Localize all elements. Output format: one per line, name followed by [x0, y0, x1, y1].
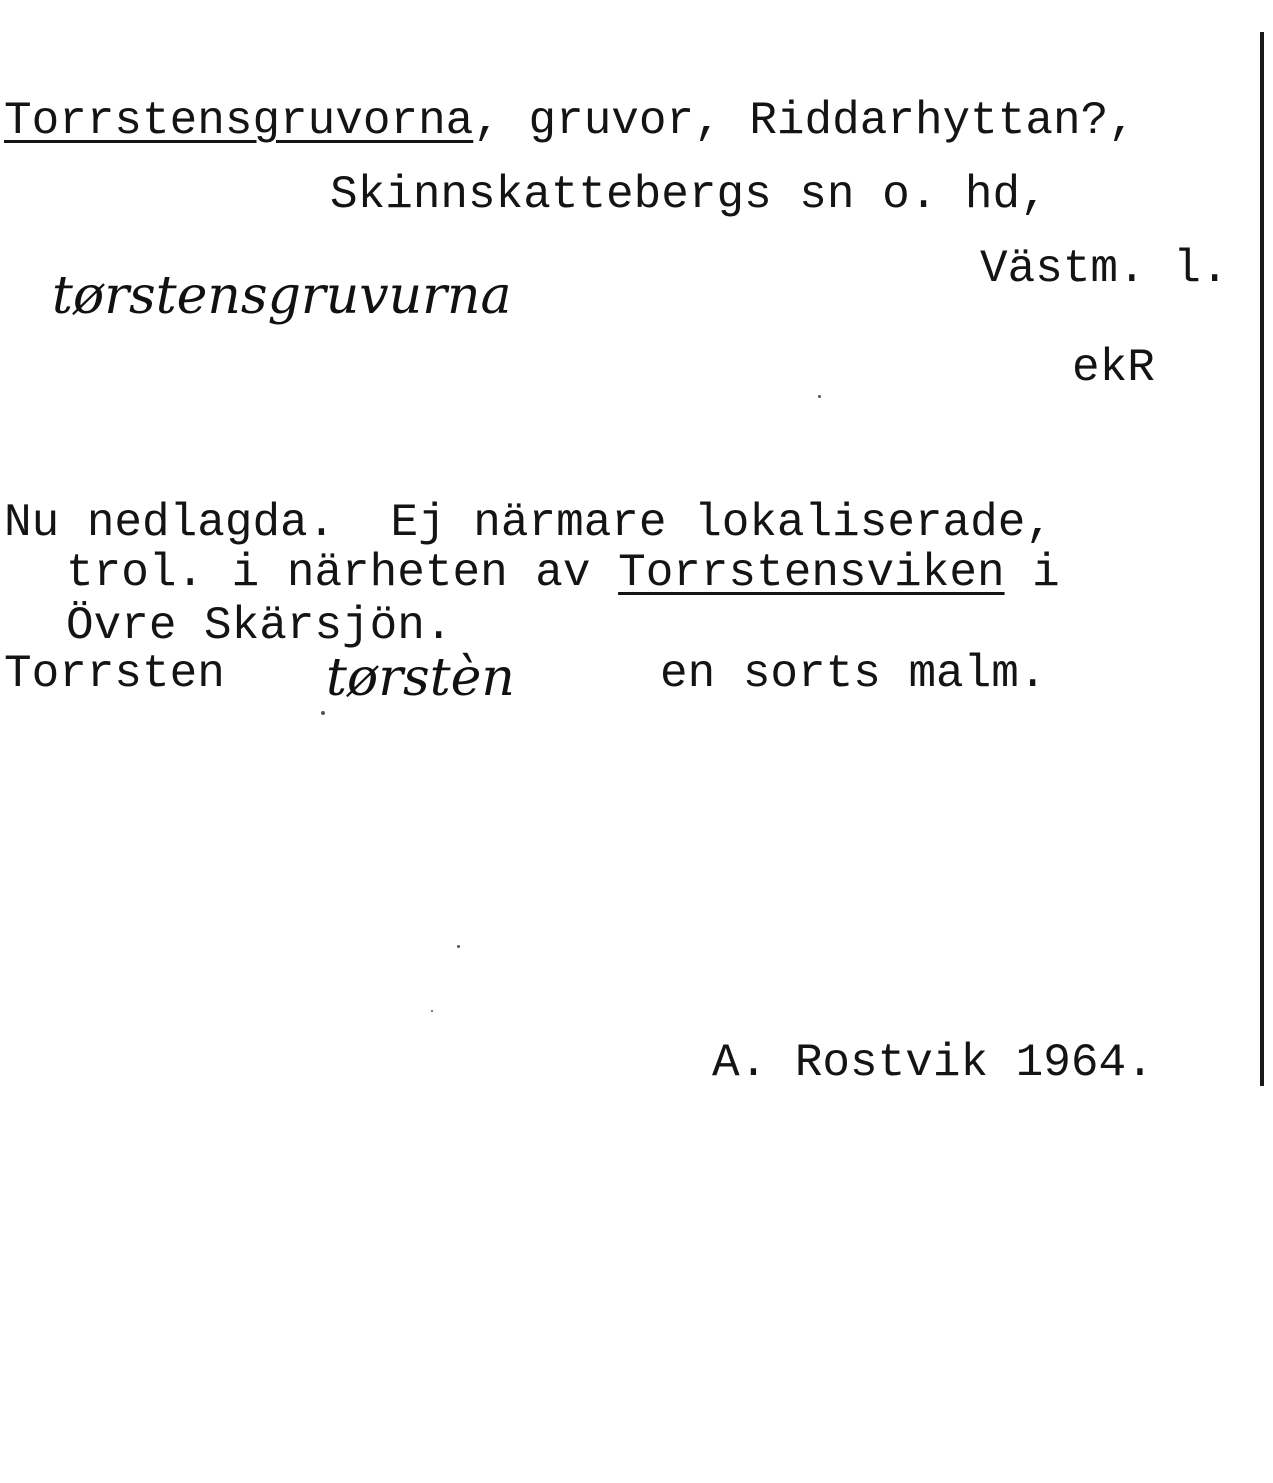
headword-description: , gruvor, Riddarhyttan?, [473, 95, 1136, 147]
notes-line-2-text: trol. i närheten av [66, 547, 619, 599]
torrsten-term: Torrsten [4, 648, 225, 700]
notes-line-1: Nu nedlagda. Ej närmare lokaliserade, [4, 497, 1053, 549]
card-right-edge [1260, 32, 1264, 1086]
ink-speck [818, 395, 821, 398]
ink-speck [457, 945, 460, 948]
signature: A. Rostvik 1964. [712, 1037, 1154, 1089]
headword-line [4, 95, 1136, 147]
notes-line-3: Övre Skärsjön. [66, 600, 453, 652]
headword: Torrstensgruvorna [4, 95, 474, 147]
notes-line-2 [66, 547, 1060, 599]
torrsten-definition: en sorts malm. [660, 648, 1047, 700]
province: Västm. l. [980, 243, 1229, 295]
torrstensviken-reference: Torrstensviken [618, 547, 1005, 599]
source-code: ekR [1072, 342, 1155, 394]
parish-line: Skinnskattebergs sn o. hd, [330, 169, 1048, 221]
ink-speck [321, 711, 325, 715]
handwritten-pronunciation: tørstensgruvurna [52, 266, 512, 326]
notes-line-2-end: i [1004, 547, 1060, 599]
ink-speck [431, 1010, 433, 1012]
torrsten-pronunciation: tørstèn [326, 648, 515, 708]
